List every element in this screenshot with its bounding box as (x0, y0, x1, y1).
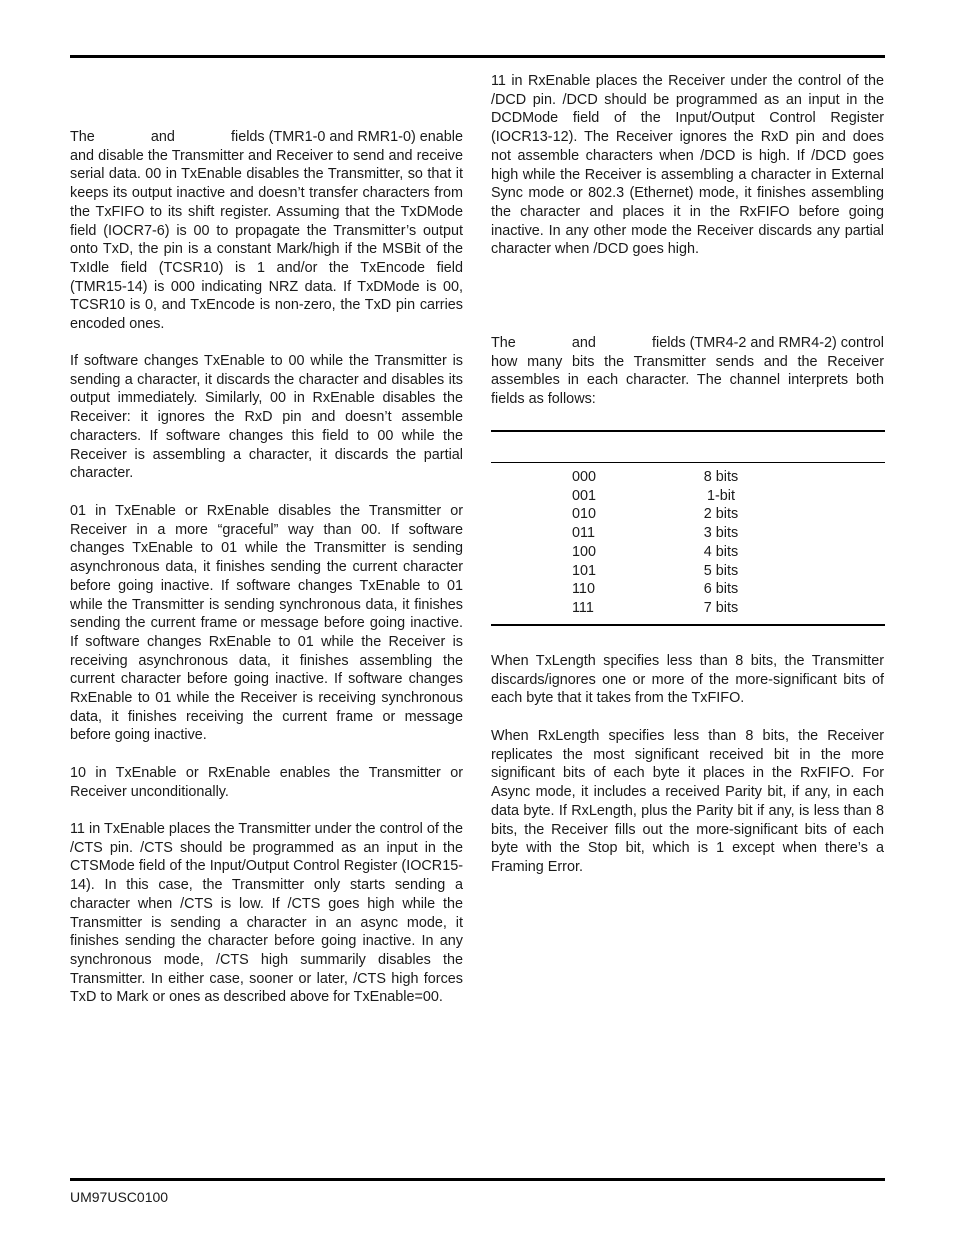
table-row (491, 524, 885, 543)
table-cell-bits: 6 bits (703, 581, 739, 598)
table-row (491, 543, 885, 562)
table-cell-bits: 3 bits (703, 525, 739, 542)
cts-control-paragraph: 11 in TxEnable places the Transmitter under the control of the /CTS pin. /CTS should be programmed as an input in the CTSMode field of the Input/Output Control Register (IOCR15-14). In this case, the Transmitter only starts sending a character when /CTS is low. If /CTS goes high while the Transmitter is sending a character in an async mode, it finishes sending the character before going inactive. In any synchronous mode, /CTS high summarily disables the Transmitter. In either case, sooner or later, /CTS high forces TxD to Mark or ones as described above for TxEnable=00. (70, 821, 463, 1006)
graceful-disable-paragraph: 01 in TxEnable or RxEnable disables the Transmitter or Receiver in a more “graceful” way than 00. If software changes TxEnable to 01 while the Transmitter is sending asynchronous data, it finishes sending the current character before going inactive. If software changes TxEnable to 01 while the Transmitter is sending synchronous data, it finishes sending the current frame or message before going inactive. If software changes RxEnable to 01 while the Receiver is receiving asynchronous data, it finishes assembling the current character before going inactive. If software changes RxEnable to 01 while the Receiver is receiving synchronous data, it finishes receiving the current frame or message before going inactive. (70, 503, 463, 744)
table-cell-code: 001 (572, 487, 597, 504)
table-cell-code: 111 (572, 599, 594, 616)
table-cell-code: 011 (572, 525, 595, 542)
table-cell-code: 110 (572, 581, 595, 598)
table-cell-bits: 8 bits (703, 469, 739, 485)
table-row (491, 599, 885, 618)
footer-doc-id: UM97USC0100 (70, 1189, 169, 1205)
table-cell-code: 010 (572, 506, 597, 523)
table-cell-bits: 7 bits (703, 599, 739, 616)
disable-immediately-paragraph: If software changes TxEnable to 00 while the Transmitter is sending a character, it discards the character and disables its output immediately. Similarly, 00 in RxEnable disables the Receiver: it ignores the RxD pin and doesn’t assemble characters. If software changes this field to 00 while the Receiver is assembling a character, it discards the partial character. (70, 353, 463, 482)
table-bottom-rule (491, 624, 885, 626)
table-cell-code: 100 (572, 543, 597, 560)
txlength-paragraph: When TxLength specifies less than 8 bits, the Transmitter discards/ignores one or more of the more-significant bits of each byte that it takes from the TxFIFO. (491, 653, 884, 707)
table-header-rule (491, 462, 885, 463)
unconditional-enable-paragraph: 10 in TxEnable or RxEnable enables the Transmitter or Receiver unconditionally. (70, 765, 463, 800)
table-row (491, 468, 885, 487)
dcd-control-paragraph: 11 in RxEnable places the Receiver under the control of the /DCD pin. /DCD should be programmed as an input in the DCDMode field of the Input/Output Control Register (IOCR13-12). The Receiver ignores the RxD pin and does not assemble characters when /DCD is high. If /DCD goes high while the Receiver is assembling a character in External Sync mode or 802.3 (Ethernet) mode, it finishes assembling the character and places it in the RxFIFO before going inactive. In any other mode the Receiver discards any partial character when /DCD goes high. (491, 73, 884, 258)
rxlength-paragraph: When RxLength specifies less than 8 bits, the Receiver replicates the most significant received bit in the more significant bits of each byte it places in the RxFIFO. For Async mode, it includes a received Parity bit, if any, in each data byte. If RxLength, plus the Parity bit if any, is less than 8 bits, the Receiver fills out the more-significant bits of each byte with the Stop bit, which is 1 except when there’s a Framing Error. (491, 728, 884, 875)
table-cell-code: 000 (572, 469, 597, 485)
table-row (491, 487, 885, 506)
table-row (491, 505, 885, 524)
table-row (491, 580, 885, 599)
length-fields-paragraph: The and fields (TMR4-2 and RMR4-2) control how many bits the Transmitter sends and the Receiver assembles in each character. The channel interprets both fields as follows: (491, 335, 888, 408)
table-cell-bits: 5 bits (703, 562, 739, 579)
table-row (491, 562, 885, 581)
header-rule (70, 55, 885, 58)
footer-rule (70, 1178, 885, 1181)
table-cell-bits: 2 bits (703, 506, 739, 523)
enable-fields-paragraph: The and fields (TMR1-0 and RMR1-0) enable and disable the Transmitter and Receiver to send and receive serial data. 00 in TxEnable disables the Transmitter, so that it keeps its output inactive and doesn’t transfer characters from the TxFIFO to its shift register. Assuming that the TxDMode field (IOCR7-6) is 00 to propagate the Transmitter’s output onto TxD, the pin is a constant Mark/high if the MSBit of the TxIdle field (TCSR10) is 1 and/or the TxEncode field (TMR15-14) is 000 indicating NRZ data. If TxDMode is 00, TCSR10 is 0, and TxEncode is non-zero, the TxD pin carries encoded ones. (70, 129, 467, 333)
table-cell-bits: 4 bits (703, 543, 739, 560)
table-cell-code: 101 (572, 562, 597, 579)
table-cell-bits: 1-bit (707, 487, 735, 504)
character-length-table (491, 430, 885, 626)
table-top-rule (491, 430, 885, 432)
